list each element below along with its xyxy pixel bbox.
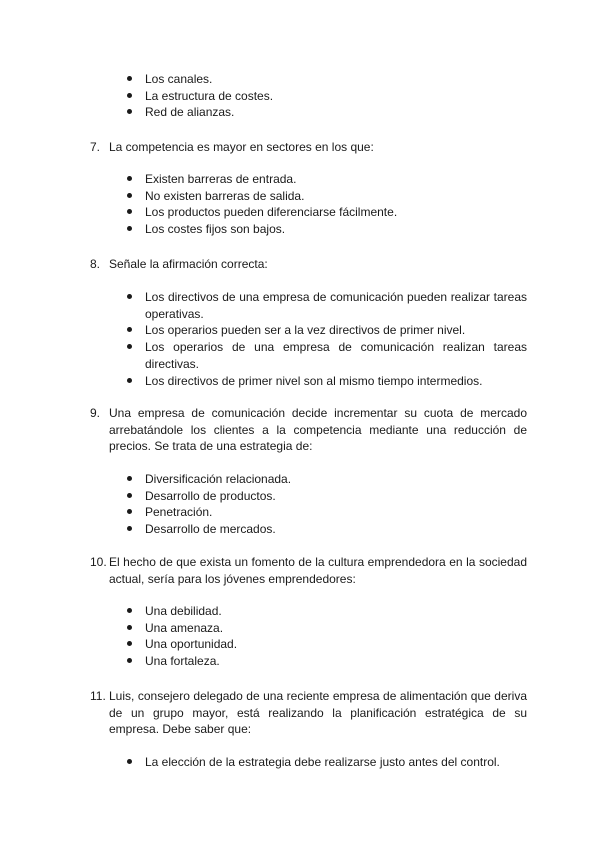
question-number: 7. xyxy=(90,140,101,154)
question-9 xyxy=(0,405,600,455)
question-text: El hecho de que exista un fomento de la cultura emprendedora en la sociedad actual, sería para los jóvenes emprendedores: xyxy=(109,555,527,586)
option-item: Diversificación relacionada. xyxy=(0,471,600,488)
bullet-icon xyxy=(127,294,132,299)
bullet-icon xyxy=(127,176,132,181)
bullet-icon xyxy=(127,476,132,481)
bullet-icon xyxy=(127,93,132,98)
bullet-icon xyxy=(127,226,132,231)
option-item: Los productos pueden diferenciarse fácilmente. xyxy=(0,204,600,221)
option-item: Una debilidad. xyxy=(0,603,600,620)
bullet-icon xyxy=(127,526,132,531)
option-item: Existen barreras de entrada. xyxy=(0,171,600,188)
bullet-icon xyxy=(127,509,132,514)
question-number: 8. xyxy=(90,257,101,271)
bullet-icon xyxy=(127,759,132,764)
options-q11 xyxy=(0,754,600,771)
bullet-list-top xyxy=(0,71,600,121)
question-text: Luis, consejero delegado de una reciente empresa de alimentación que deriva de un grupo mayor, está realizando la planificación estratégica de su empresa. Debe saber que: xyxy=(109,689,527,737)
option-item: La elección de la estrategia debe realizarse justo antes del control. xyxy=(0,754,600,771)
option-item: Los operarios de una empresa de comunicación realizan tareas directivas. xyxy=(0,339,600,372)
list-item: Los canales. xyxy=(0,71,600,88)
option-item: Penetración. xyxy=(0,504,600,521)
question-11 xyxy=(0,688,600,738)
bullet-icon xyxy=(127,658,132,663)
question-10 xyxy=(0,554,600,587)
option-item: Una fortaleza. xyxy=(0,653,600,670)
bullet-icon xyxy=(127,76,132,81)
option-item: No existen barreras de salida. xyxy=(0,188,600,205)
question-7 xyxy=(0,139,600,156)
bullet-icon xyxy=(127,608,132,613)
option-item: Una amenaza. xyxy=(0,620,600,637)
options-q9 xyxy=(0,471,600,538)
option-item: Los costes fijos son bajos. xyxy=(0,221,600,238)
bullet-icon xyxy=(127,344,132,349)
bullet-icon xyxy=(127,625,132,630)
question-8 xyxy=(0,256,600,273)
list-item: La estructura de costes. xyxy=(0,88,600,105)
question-text: Una empresa de comunicación decide incrementar su cuota de mercado arrebatándole los clientes a la competencia mediante una reducción de precios. Se trata de una estrategia de: xyxy=(109,406,527,454)
option-item: Los operarios pueden ser a la vez directivos de primer nivel. xyxy=(0,322,600,339)
option-item: Desarrollo de mercados. xyxy=(0,521,600,538)
bullet-icon xyxy=(127,193,132,198)
list-item: Red de alianzas. xyxy=(0,104,600,121)
question-text: Señale la afirmación correcta: xyxy=(109,257,268,271)
bullet-icon xyxy=(127,493,132,498)
bullet-icon xyxy=(127,641,132,646)
question-number: 11. xyxy=(90,689,106,703)
bullet-icon xyxy=(127,209,132,214)
options-q10 xyxy=(0,603,600,670)
options-q7 xyxy=(0,171,600,238)
option-item: Una oportunidad. xyxy=(0,636,600,653)
option-item: Los directivos de una empresa de comunicación pueden realizar tareas operativas. xyxy=(0,289,600,322)
option-item: Desarrollo de productos. xyxy=(0,488,600,505)
question-number: 10. xyxy=(90,555,107,569)
question-number: 9. xyxy=(90,406,101,420)
question-text: La competencia es mayor en sectores en los que: xyxy=(109,140,374,154)
bullet-icon xyxy=(127,327,132,332)
options-q8 xyxy=(0,289,600,389)
bullet-icon xyxy=(127,378,132,383)
option-item: Los directivos de primer nivel son al mismo tiempo intermedios. xyxy=(0,373,600,390)
bullet-icon xyxy=(127,109,132,114)
